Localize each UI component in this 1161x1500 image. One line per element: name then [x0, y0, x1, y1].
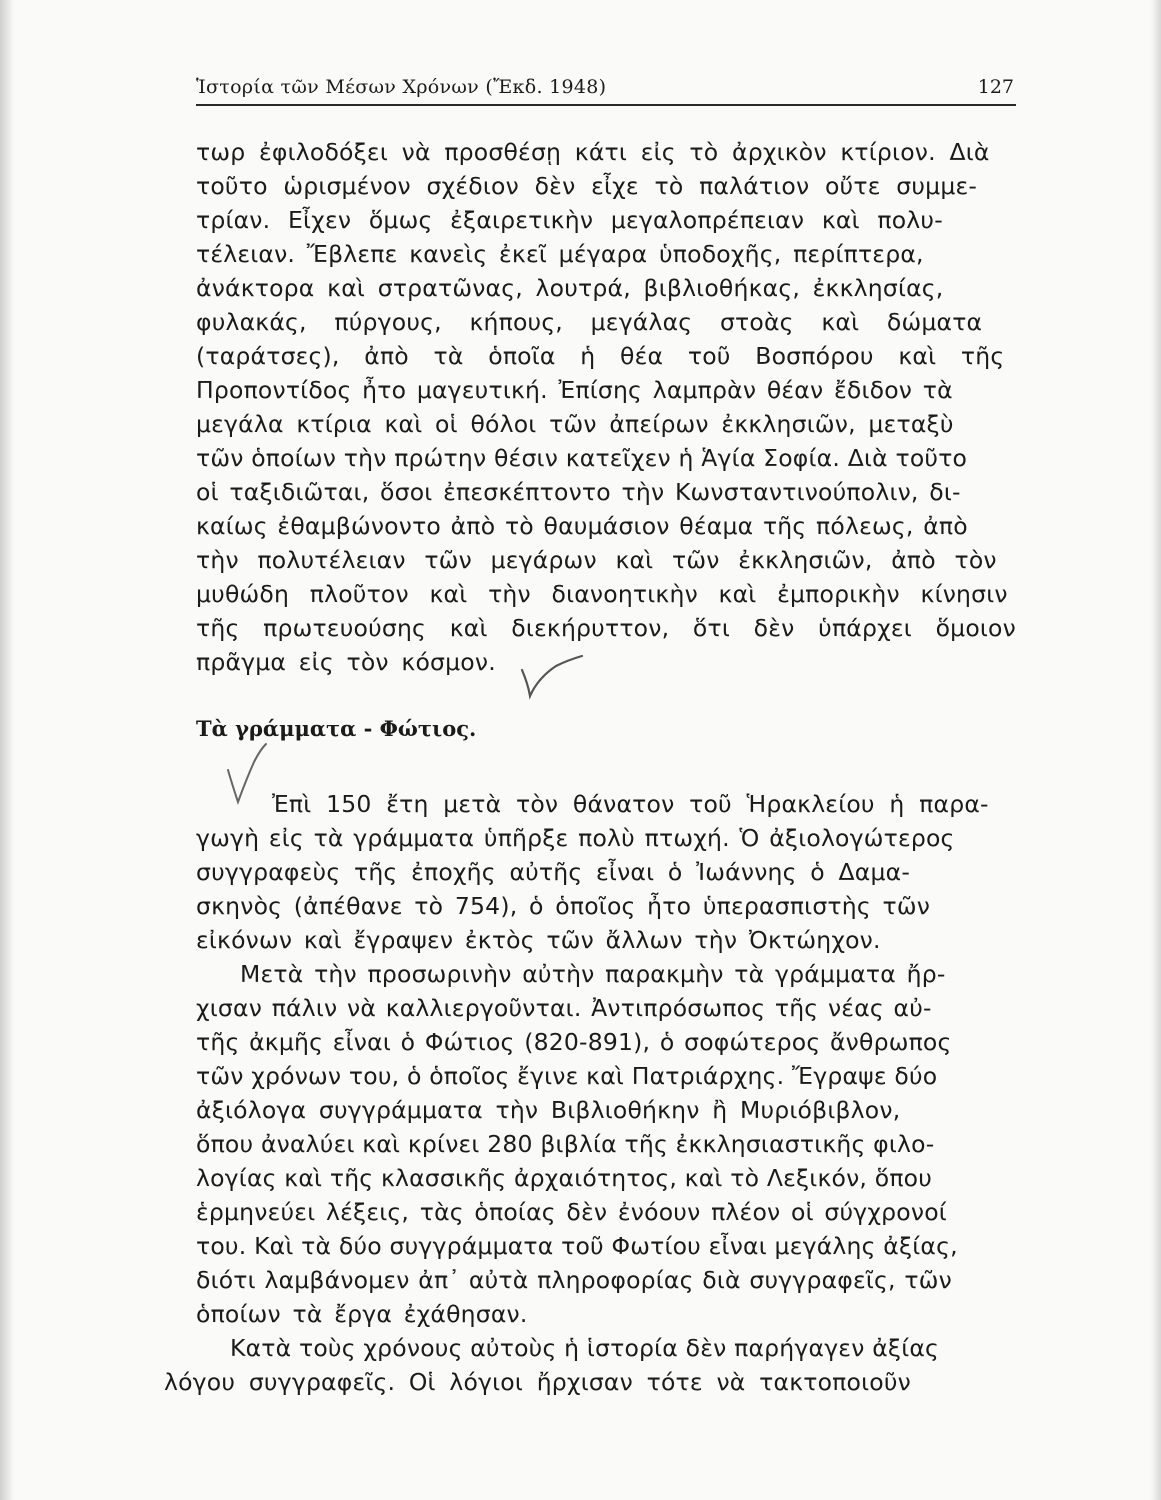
text-line: οἱ ταξιδιῶται, ὅσοι ἐπεσκέπτοντο τὴν Κωνσταντινούπολιν, δι- — [196, 478, 961, 506]
text-line: Κατὰ τοὺς χρόνους αὐτοὺς ἡ ἱστορία δὲν παρήγαγεν ἀξίας — [230, 1334, 940, 1362]
text-line: διότι λαμβάνομεν ἀπ᾽ αὐτὰ πληροφορίας διὰ συγγραφεῖς, τῶν — [196, 1266, 952, 1294]
text-line: εἰκόνων καὶ ἔγραψεν ἐκτὸς τῶν ἄλλων τὴν Ὀκτώηχον. — [196, 926, 881, 954]
text-line: (ταράτσες), ἀπὸ τὰ ὁποῖα ἡ θέα τοῦ Βοσπόρου καὶ τῆς — [196, 342, 1005, 370]
text-line: ὁποίων τὰ ἔργα ἐχάθησαν. — [196, 1300, 528, 1328]
text-line: σκηνὸς (ἀπέθανε τὸ 754), ὁ ὁποῖος ἦτο ὑπερασπιστὴς τῶν — [196, 892, 931, 920]
text-line: ἀνάκτορα καὶ στρατῶνας, λουτρά, βιβλιοθήκας, ἐκκλησίας, — [196, 274, 944, 302]
text-line: χισαν πάλιν νὰ καλλιεργοῦνται. Ἀντιπρόσωπος τῆς νέας αὐ- — [196, 994, 932, 1022]
text-line: γωγὴ εἰς τὰ γράμματα ὑπῆρξε πολὺ πτωχή. Ὁ ἀξιολογώτερος — [196, 824, 955, 852]
page-edge-shadow — [1151, 0, 1161, 1500]
text-line: τωρ ἐφιλοδόξει νὰ προσθέσῃ κάτι εἰς τὸ ἀρχικὸν κτίριον. Διὰ — [196, 138, 990, 166]
text-line: τέλειαν. Ἔβλεπε κανεὶς ἐκεῖ μέγαρα ὑποδοχῆς, περίπτερα, — [196, 240, 924, 268]
text-line: φυλακάς, πύργους, κήπους, μεγάλας στοὰς καὶ δώματα — [196, 308, 983, 336]
text-line: ὅπου ἀναλύει καὶ κρίνει 280 βιβλία τῆς ἐκκλησιαστικῆς φιλο- — [196, 1130, 935, 1158]
text-line: τρίαν. Εἶχεν ὅμως ἐξαιρετικὴν μεγαλοπρέπειαν καὶ πολυ- — [196, 206, 943, 234]
text-line: τῆς ἀκμῆς εἶναι ὁ Φώτιος (820-891), ὁ σοφώτερος ἄνθρωπος — [196, 1028, 952, 1056]
text-line: τῶν ὁποίων τὴν πρώτην θέσιν κατεῖχεν ἡ Ἁγία Σοφία. Διὰ τοῦτο — [196, 444, 968, 472]
header-rule — [196, 104, 1016, 106]
text-line: τῶν χρόνων του, ὁ ὁποῖος ἔγινε καὶ Πατριάρχης. Ἔγραψε δύο — [196, 1062, 938, 1090]
text-line: Ἐπὶ 150 ἔτη μετὰ τὸν θάνατον τοῦ Ἡρακλείου ἡ παρα- — [272, 790, 989, 818]
text-line: καίως ἐθαμβώνοντο ἀπὸ τὸ θαυμάσιον θέαμα τῆς πόλεως, ἀπὸ — [196, 512, 968, 540]
text-line: του. Καὶ τὰ δύο συγγράμματα τοῦ Φωτίου εἶναι μεγάλης ἀξίας, — [196, 1232, 958, 1260]
section-heading: Τὰ γράμματα - Φώτιος. — [196, 716, 477, 741]
text-line: τῆς πρωτευούσης καὶ διεκήρυττον, ὅτι δὲν ὑπάρχει ὅμοιον — [196, 614, 1016, 642]
text-line: Μετὰ τὴν προσωρινὴν αὐτὴν παρακμὴν τὰ γράμματα ἤρ- — [240, 960, 946, 988]
text-line: ἑρμηνεύει λέξεις, τὰς ὁποίας δὲν ἐνόουν πλέον οἱ σύγχρονοί — [196, 1198, 947, 1226]
handwritten-check-mark — [222, 740, 270, 810]
text-line: Προποντίδος ἦτο μαγευτική. Ἐπίσης λαμπρὰν θέαν ἔδιδον τὰ — [196, 376, 953, 404]
running-title: Ἱστορία τῶν Μέσων Χρόνων (Ἔκδ. 1948) — [196, 76, 607, 98]
text-line: μυθώδη πλοῦτον καὶ τὴν διανοητικὴν καὶ ἐμπορικὴν κίνησιν — [196, 580, 1008, 608]
page-number: 127 — [977, 76, 1014, 98]
text-line: πρᾶγμα εἰς τὸν κόσμον. — [196, 648, 496, 676]
text-line: λόγου συγγραφεῖς. Οἱ λόγιοι ἤρχισαν τότε νὰ τακτοποιοῦν — [164, 1368, 911, 1396]
running-header — [196, 70, 1016, 106]
text-line: μεγάλα κτίρια καὶ οἱ θόλοι τῶν ἀπείρων ἐκκλησιῶν, μεταξὺ — [196, 410, 954, 438]
text-line: τὴν πολυτέλειαν τῶν μεγάρων καὶ τῶν ἐκκλησιῶν, ἀπὸ τὸν — [196, 546, 997, 574]
text-line: ἀξιόλογα συγγράμματα τὴν Βιβλιοθήκην ἢ Μυριόβιβλον, — [196, 1096, 901, 1124]
text-line: τοῦτο ὡρισμένον σχέδιον δὲν εἶχε τὸ παλάτιον οὔτε συμμε- — [196, 172, 978, 200]
text-line: λογίας καὶ τῆς κλασσικῆς ἀρχαιότητος, καὶ τὸ Λεξικόν, ὅπου — [196, 1164, 933, 1192]
handwritten-check-mark — [516, 650, 586, 702]
text-line: συγγραφεὺς τῆς ἐποχῆς αὐτῆς εἶναι ὁ Ἰωάννης ὁ Δαμα- — [196, 858, 911, 886]
page-edge-shadow — [0, 0, 14, 1500]
